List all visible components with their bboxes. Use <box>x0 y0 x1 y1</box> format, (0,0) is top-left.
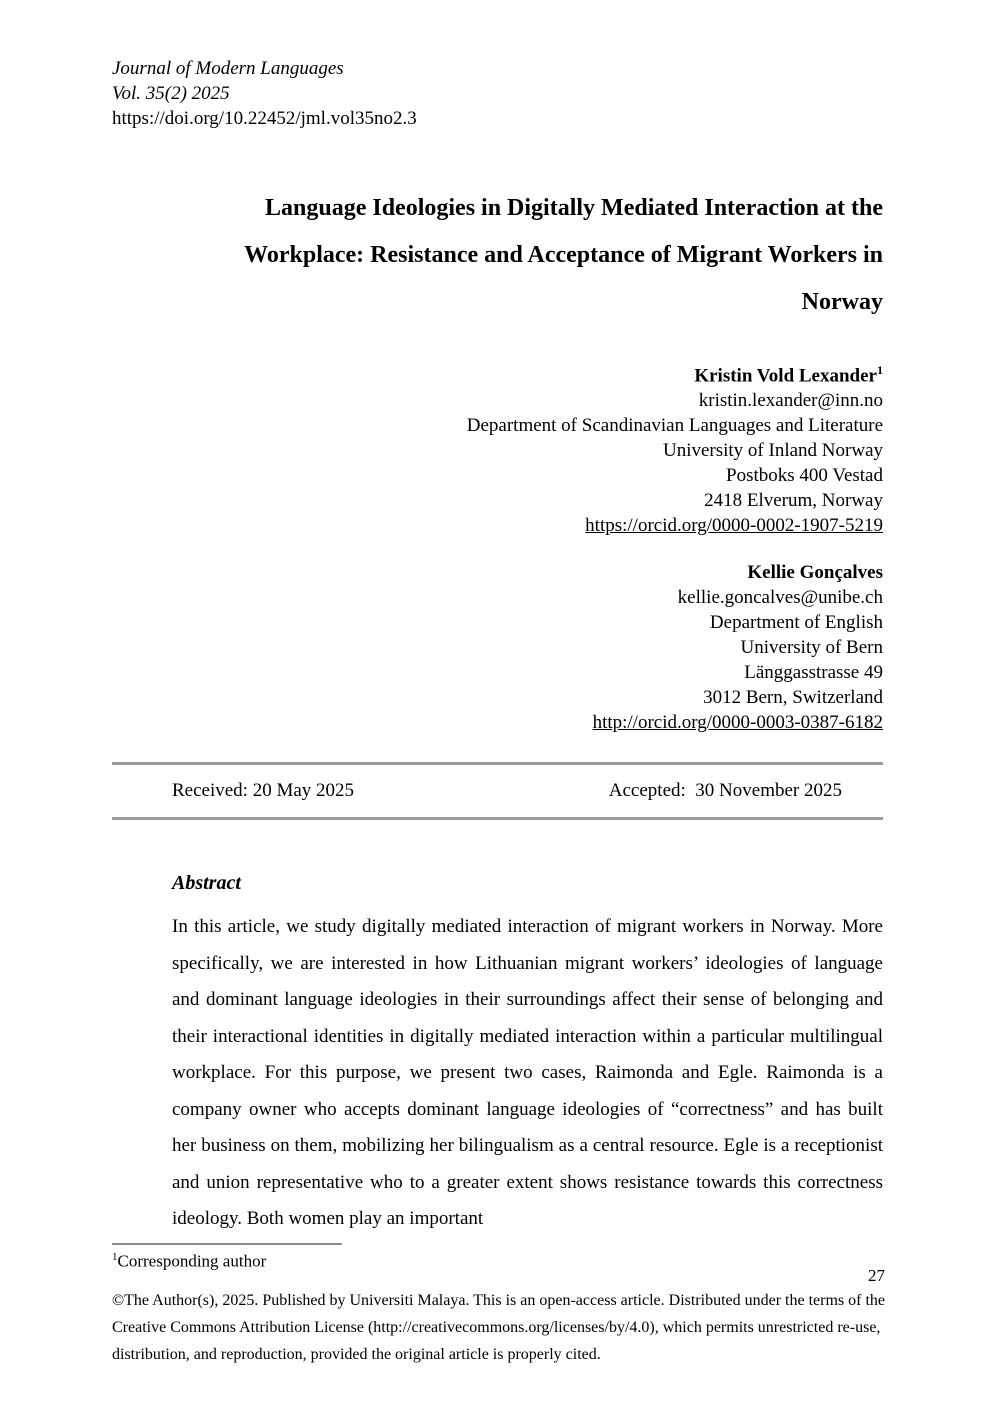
submission-dates <box>112 762 883 820</box>
author-blocks <box>112 358 883 735</box>
article-title-line: Norway <box>801 289 883 315</box>
author-name-text: Kristin Vold Lexander <box>694 365 877 387</box>
author-name <box>112 358 883 388</box>
article-title-line: Language Ideologies in Digitally Mediated Interaction at the <box>265 195 883 221</box>
author-email: kristin.lexander@inn.no <box>698 390 883 412</box>
copyright-notice: ©The Author(s), 2025. Published by Universiti Malaya. This is an open-access article. Distributed under the terms of the Creative Commons Attribution License (http://creativecommons.org/licenses/by/4.0), which permits unrestricted re-use, distribution, and reproduction, provided the original article is properly cited. <box>112 1292 886 1363</box>
article-title-line: Workplace: Resistance and Acceptance of Migrant Workers in <box>244 242 883 268</box>
footnote-divider <box>112 1243 342 1245</box>
author-name-text: Kellie Gonçalves <box>747 562 883 584</box>
orcid-link[interactable]: https://orcid.org/0000-0002-1907-5219 <box>585 515 883 537</box>
abstract-section <box>172 872 883 1238</box>
corresponding-author-marker: 1 <box>877 363 883 377</box>
author-affiliation-line: University of Bern <box>740 637 883 659</box>
page-number: 27 <box>868 1266 885 1285</box>
journal-volume: Vol. 35(2) 2025 <box>112 83 230 104</box>
journal-doi: https://doi.org/10.22452/jml.vol35no2.3 <box>112 108 417 129</box>
author-affiliation-line: University of Inland Norway <box>662 440 883 462</box>
author-affiliation-line: Postboks 400 Vestad <box>726 465 883 487</box>
footnote-marker: 1 <box>112 1251 118 1263</box>
article-title <box>60 185 883 326</box>
author-affiliation-line: Länggasstrasse 49 <box>744 662 883 684</box>
journal-name: Journal of Modern Languages <box>112 58 344 79</box>
author-email: kellie.goncalves@unibe.ch <box>677 587 883 609</box>
received-date: Received: 20 May 2025 <box>172 780 355 801</box>
author-affiliation-line: 2418 Elverum, Norway <box>704 490 883 512</box>
author-name <box>112 560 883 585</box>
author-block-lexander <box>112 358 883 538</box>
orcid-link[interactable]: http://orcid.org/0000-0003-0387-6182 <box>592 712 883 734</box>
corresponding-author-footnote <box>112 1251 266 1272</box>
author-affiliation-line: Department of Scandinavian Languages and Literature <box>466 415 883 437</box>
author-affiliation-line: 3012 Bern, Switzerland <box>703 687 883 709</box>
accepted-date: Accepted: 30 November 2025 <box>608 780 842 801</box>
author-affiliation-line: Department of English <box>709 612 883 634</box>
abstract-text: In this article, we study digitally mediated interaction of migrant workers in Norway. More specifically, we are interested in how Lithuanian migrant workers’ ideologies of language and dominant language ideologies in their surroundings affect their sense of belonging and their interactional identities in digitally mediated interaction within a particular multilingual workplace. For this purpose, we present two cases, Raimonda and Egle. Raimonda is a company owner who accepts dominant language ideologies of “correctness” and has built her business on them, mobilizing her bilingualism as a central resource. Egle is a receptionist and union representative who to a greater extent shows resistance towards this correctness ideology. Both women play an important <box>172 916 883 1229</box>
abstract-heading: Abstract <box>172 872 241 894</box>
author-block-goncalves <box>112 560 883 735</box>
journal-header <box>112 56 417 131</box>
footnote-text: Corresponding author <box>117 1251 267 1271</box>
